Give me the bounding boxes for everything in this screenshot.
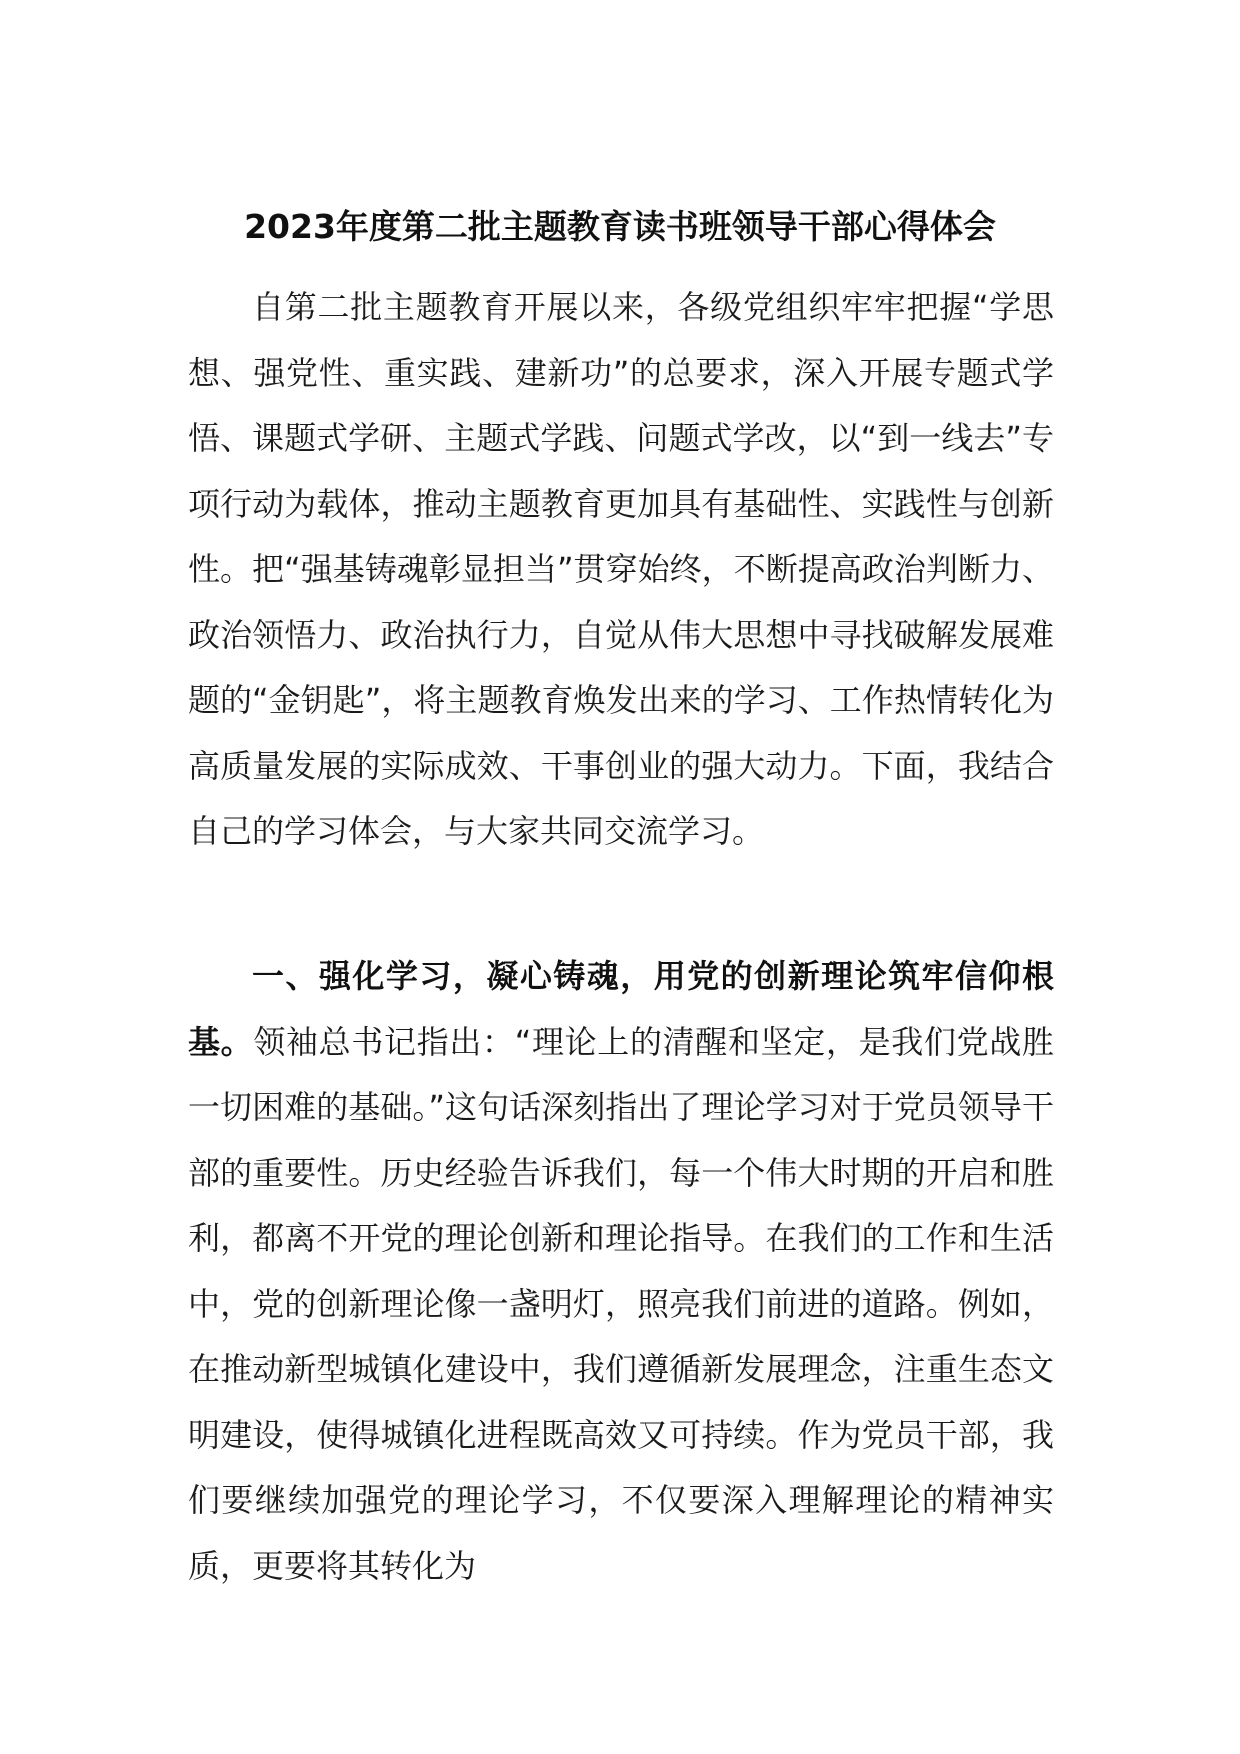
document-title: 2023年度第二批主题教育读书班领导干部心得体会 xyxy=(244,207,996,246)
paragraph-2-block xyxy=(188,944,1054,1599)
paragraph-2 xyxy=(188,944,1054,1599)
paragraph-1-block xyxy=(188,275,1054,865)
section-heading: 一、强化学习，凝心铸魂，用党的创新理论筑牢信仰根基。 xyxy=(188,957,1054,1061)
paragraph-2-text: 领袖总书记指出：“理论上的清醒和坚定，是我们党战胜一切困难的基础。”这句话深刻指出了理论学习对于党员领导干部的重要性。历史经验告诉我们，每一个伟大时期的开启和胜利，都离不开党的理论创新和理论指导。在我们的工作和生活中，党的创新理论像一盏明灯，照亮我们前进的道路。例如，在推动新型城镇化建设中，我们遵循新发展理念，注重生态文明建设，使得城镇化进程既高效又可持续。作为党员干部，我们要继续加强党的理论学习，不仅要深入理解理论的精神实质，更要将其转化为 xyxy=(188,1022,1054,1585)
paragraph-1: 自第二批主题教育开展以来，各级党组织牢牢把握“学思想、强党性、重实践、建新功”的总要求，深入开展专题式学悟、课题式学研、主题式学践、问题式学改，以“到一线去”专项行动为载体，推动主题教育更加具有基础性、实践性与创新性。把“强基铸魂彰显担当”贯穿始终，不断提高政治判断力、政治领悟力、政治执行力，自觉从伟大思想中寻找破解发展难题的“金钥匙”，将主题教育焕发出来的学习、工作热情转化为高质量发展的实际成效、干事创业的强大动力。下面，我结合自己的学习体会，与大家共同交流学习。 xyxy=(188,288,1054,850)
